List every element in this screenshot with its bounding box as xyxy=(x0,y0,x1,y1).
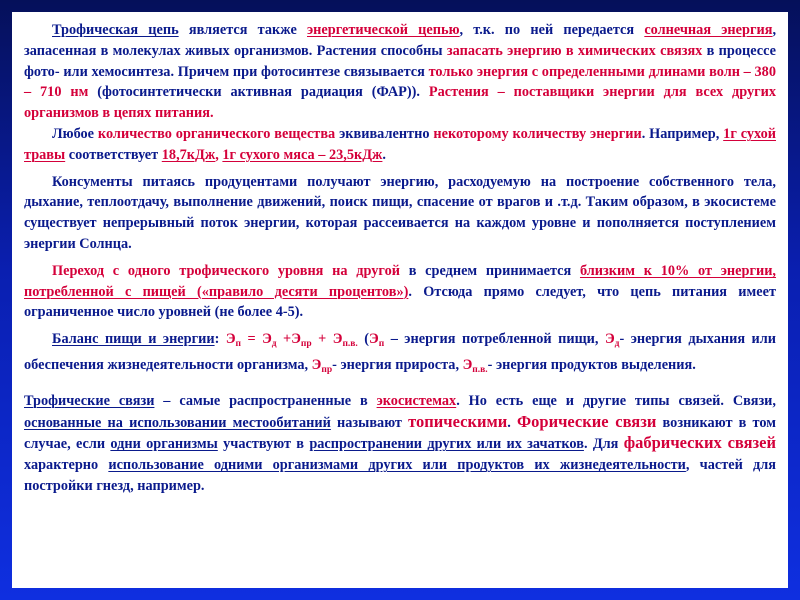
text-span: . xyxy=(507,414,517,431)
text-span: Форические связи xyxy=(516,411,657,431)
text-span: - энергия дыхания или обеспечения жизнедеятельности организма, xyxy=(24,331,777,373)
text-span: . Отсюда прямо следует, что цепь питания имеет ограниченное число уровней (не более 4-5). xyxy=(24,283,776,321)
text-span: – энергия потребленной пищи, xyxy=(384,331,605,348)
text-span: использование одними организмами других или продуктов их жизнедеятельности xyxy=(108,457,686,474)
text-span: = Э xyxy=(241,331,272,348)
paragraph-trophic-chain xyxy=(24,20,776,124)
text-span: : xyxy=(214,331,226,348)
text-span: способны xyxy=(376,42,447,59)
paragraph-consumers xyxy=(24,172,776,255)
text-span: фотосинтезе xyxy=(261,63,341,80)
text-span: Консументы питаясь продуцентами получают энергию, расходуемую на построение собственного тела, дыхание, теплоотдачу, выполнение движений, поиск пищи, спасение от врагов и .т.д. Таким образом, в экосистеме существует непрерывный поток энергии, которая рассеивается на каждом уровне и пополняется поступлением энергии Солнца. xyxy=(24,173,776,252)
text-span: распространении других или их зачатков xyxy=(309,436,584,453)
paragraph-energy-equivalent xyxy=(24,124,776,166)
text-span: фото- xyxy=(24,63,60,80)
text-span: , частей для постройки гнезд, например. xyxy=(24,457,777,494)
text-span: основанные на использовании местообитаний xyxy=(24,414,331,431)
text-span: Э xyxy=(311,356,322,373)
subscript: п.в. xyxy=(342,339,358,350)
text-span: в процессе xyxy=(702,42,776,59)
paragraph-energy-balance xyxy=(24,329,776,381)
text-span: , xyxy=(215,146,223,163)
text-span: - энергия продуктов выделения. xyxy=(487,356,696,373)
text-span: называют xyxy=(330,414,409,431)
content-panel xyxy=(12,12,788,588)
text-span: характерно xyxy=(24,457,109,474)
text-span: . Но есть еще и другие типы связей. Связи, xyxy=(456,392,776,409)
text-span: некоторому количеству энергии xyxy=(433,125,642,142)
text-span: (фотосинтетически активная радиация (ФАР)). xyxy=(88,84,429,101)
text-span: энергетической цепью xyxy=(307,22,460,38)
text-span: Трофическая цепь xyxy=(52,22,179,38)
text-span: участвуют в xyxy=(217,436,310,453)
text-span: Трофические связи xyxy=(24,392,155,409)
text-span: Переход с одного трофического уровня на другой xyxy=(52,262,400,279)
text-span: 1г сухого мяса – 23,5кДж xyxy=(222,146,383,163)
text-span: запасать энергию в химических связях xyxy=(446,42,703,59)
text-span: близким к 10% от энергии, потребленной с пищей («правило десяти процентов») xyxy=(24,262,777,300)
text-span: экосистемах xyxy=(376,392,457,409)
text-span: 18,7кДж xyxy=(161,146,216,163)
text-span: , запасенная в молекулах живых организмов. xyxy=(24,22,777,59)
text-span: количество органического вещества xyxy=(97,125,336,142)
paragraph-link-types xyxy=(24,391,776,497)
text-span: эквивалентно xyxy=(335,125,434,142)
text-span: - энергия прироста, xyxy=(332,356,463,373)
text-span: фабрических связей xyxy=(623,433,776,453)
text-span: или xyxy=(59,63,92,80)
text-span: . Причем при xyxy=(170,63,262,80)
text-span: . Для xyxy=(583,436,624,453)
text-span: , т.к. по ней передается xyxy=(459,22,645,38)
text-span: ( xyxy=(357,331,370,348)
subscript: пр xyxy=(300,339,312,350)
text-span: топическими xyxy=(408,411,508,431)
text-span: Любое xyxy=(52,125,98,142)
text-span: Растения – поставщики энергии для всех других организмов в цепях питания. xyxy=(24,84,777,122)
subscript: пр xyxy=(321,364,333,375)
text-span: 1г сухой травы xyxy=(24,125,776,163)
text-span: Э xyxy=(462,356,473,373)
text-span: Э xyxy=(369,331,379,348)
text-span: соответствует xyxy=(65,146,162,163)
text-span: хемосинтеза xyxy=(91,63,171,80)
text-span: . xyxy=(382,146,386,163)
text-span: возникают в том случае, если xyxy=(24,414,776,453)
subscript: п xyxy=(235,339,241,350)
text-span: + Э xyxy=(311,331,343,348)
text-span: солнечная энергия xyxy=(644,22,773,38)
text-span: – самые распространенные в xyxy=(154,392,377,409)
text-span: Растения xyxy=(316,42,377,59)
text-span: . Например, xyxy=(641,125,724,142)
text-span: Баланс пищи и энергии xyxy=(52,331,215,348)
equation xyxy=(225,331,358,350)
subscript: п xyxy=(378,339,385,350)
text-span: Э xyxy=(225,331,236,348)
paragraph-ten-percent-rule xyxy=(24,261,776,323)
text-span: +Э xyxy=(276,331,301,348)
text-span: только энергия с определенными длинами волн – 380 – 710 нм xyxy=(24,63,776,101)
text-span: связывается xyxy=(340,63,429,80)
subscript: д xyxy=(614,339,620,350)
subscript: д xyxy=(271,339,277,350)
text-span: в среднем принимается xyxy=(399,262,580,279)
text-span: Э xyxy=(604,331,615,348)
subscript: п.в. xyxy=(472,364,488,375)
text-span: является также xyxy=(178,22,307,38)
text-span: одни организмы xyxy=(110,436,218,453)
